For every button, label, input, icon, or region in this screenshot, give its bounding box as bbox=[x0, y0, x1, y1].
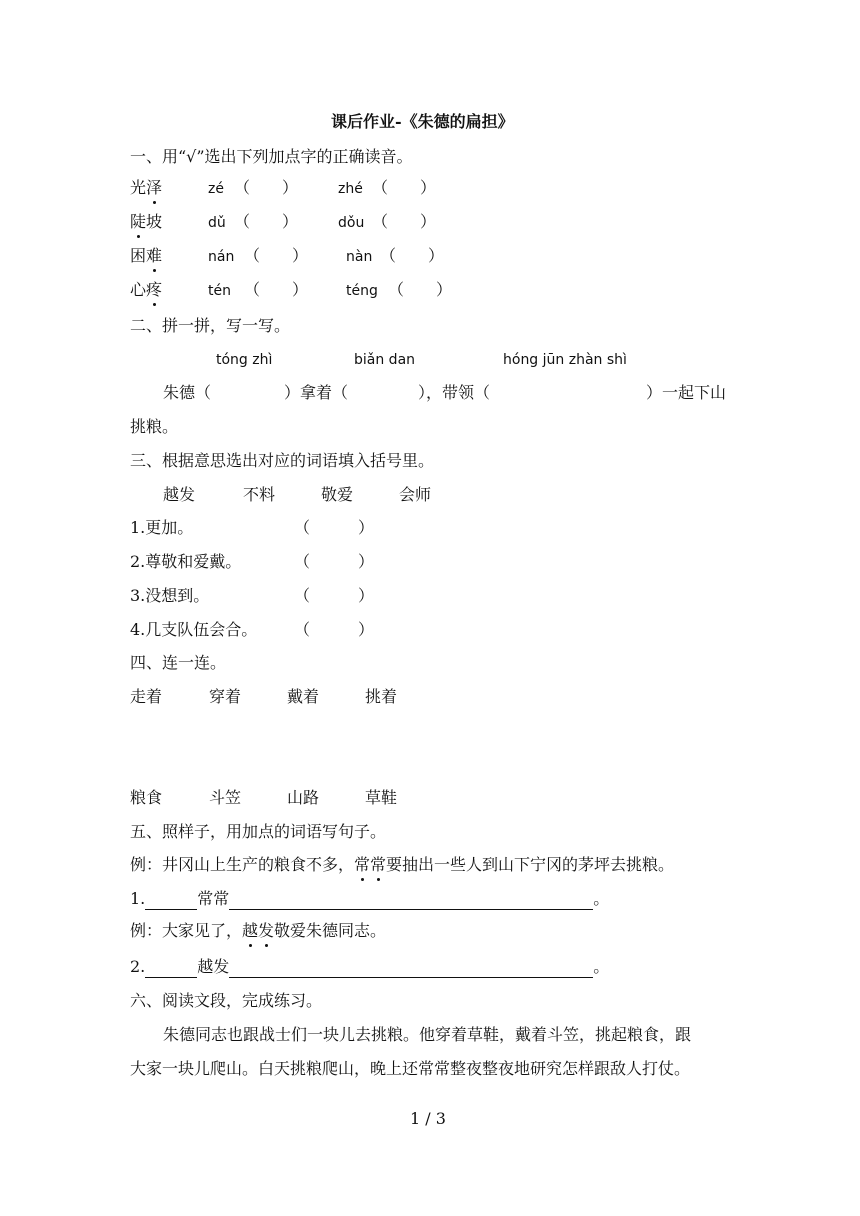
q2-blank-after[interactable] bbox=[229, 959, 593, 978]
example-2-dotted-word bbox=[242, 921, 274, 940]
page-title: 课后作业-《朱德的扁担》 bbox=[331, 112, 514, 131]
answer-paren-1[interactable]: （ ） bbox=[234, 212, 299, 231]
q1-end: 。 bbox=[593, 889, 610, 908]
definition-answer-paren-4[interactable]: （ ） bbox=[294, 620, 375, 639]
q1-word: 常常 bbox=[197, 889, 230, 908]
example-1-dotted-word bbox=[354, 855, 386, 874]
match-top-3: 戴着 bbox=[287, 687, 320, 706]
sentence-part-3: ），带领（ bbox=[418, 383, 491, 402]
plain-char: 心 bbox=[130, 280, 147, 299]
reading-word-1 bbox=[130, 177, 162, 199]
section2-heading: 二、拼一拼，写一写。 bbox=[130, 316, 291, 335]
dotted-char: 常 bbox=[370, 855, 387, 874]
match-bottom-4: 草鞋 bbox=[365, 788, 398, 807]
section4-heading: 四、连一连。 bbox=[130, 653, 227, 672]
example-2-pre: 例：大家见了， bbox=[130, 921, 243, 940]
pinyin-option-2: zhé bbox=[338, 181, 363, 197]
word-choice-4: 会师 bbox=[399, 485, 432, 504]
word-choice-2: 不料 bbox=[243, 485, 276, 504]
plain-char: 困 bbox=[130, 246, 147, 265]
definition-item-3: 3.没想到。 bbox=[130, 586, 210, 605]
plain-char: 光 bbox=[130, 178, 147, 197]
pinyin-option-1: nán bbox=[208, 249, 235, 265]
section1-heading: 一、用“√”选出下列加点字的正确读音。 bbox=[130, 147, 413, 166]
answer-paren-2[interactable]: （ ） bbox=[372, 212, 437, 231]
answer-paren-2[interactable]: （ ） bbox=[388, 280, 453, 299]
reading-word-2 bbox=[130, 211, 162, 233]
dotted-char: 陡 bbox=[130, 212, 147, 231]
dotted-char: 常 bbox=[354, 855, 371, 874]
answer-paren-2[interactable]: （ ） bbox=[372, 178, 437, 197]
pinyin-option-1: dǔ bbox=[208, 215, 226, 231]
match-top-2: 穿着 bbox=[209, 687, 242, 706]
example-1-post: 要抽出一些人到山下宁冈的茅坪去挑粮。 bbox=[386, 855, 675, 874]
reading-word-4 bbox=[130, 279, 162, 301]
sentence-part-1: 朱德（ bbox=[163, 383, 212, 402]
sentence-part-4: ）一起下山 bbox=[646, 383, 727, 402]
pinyin-2: biǎn dan bbox=[354, 352, 416, 368]
q2-end: 。 bbox=[593, 957, 610, 976]
pinyin-3: hóng jūn zhàn shì bbox=[503, 352, 627, 368]
sentence-part-5: 挑粮。 bbox=[130, 417, 179, 436]
match-top-4: 挑着 bbox=[365, 687, 398, 706]
page-number: 1 / 3 bbox=[410, 1109, 446, 1128]
word-choice-3: 敬爱 bbox=[321, 485, 354, 504]
dotted-char: 疼 bbox=[146, 280, 163, 299]
reading-line-2: 大家一块儿爬山。白天挑粮爬山，晚上还常常整夜整夜地研究怎样跟敌人打仗。 bbox=[130, 1059, 691, 1078]
section6-heading: 六、阅读文段，完成练习。 bbox=[130, 991, 323, 1010]
section5-heading: 五、照样子，用加点的词语写句子。 bbox=[130, 822, 387, 841]
pinyin-option-1: tén bbox=[208, 283, 231, 299]
pinyin-option-2: nàn bbox=[346, 249, 373, 265]
section3-heading: 三、根据意思选出对应的词语填入括号里。 bbox=[130, 451, 435, 470]
answer-paren-1[interactable]: （ ） bbox=[234, 178, 299, 197]
write-sentence-2 bbox=[130, 956, 609, 978]
pinyin-1: tóng zhì bbox=[216, 352, 273, 368]
definition-item-2: 2.尊敬和爱戴。 bbox=[130, 552, 242, 571]
plain-char: 坡 bbox=[146, 212, 163, 231]
q1-blank-before[interactable] bbox=[145, 891, 197, 910]
dotted-char: 难 bbox=[146, 246, 163, 265]
dotted-char: 泽 bbox=[146, 178, 163, 197]
match-bottom-1: 粮食 bbox=[130, 788, 163, 807]
definition-item-1: 1.更加。 bbox=[130, 518, 194, 537]
definition-answer-paren-3[interactable]: （ ） bbox=[294, 586, 375, 605]
match-top-1: 走着 bbox=[130, 687, 163, 706]
dotted-char: 发 bbox=[258, 921, 275, 940]
pinyin-option-2: dǒu bbox=[338, 215, 365, 231]
q2-word: 越发 bbox=[197, 957, 230, 976]
q2-number: 2. bbox=[130, 957, 146, 976]
word-choice-1: 越发 bbox=[163, 485, 196, 504]
definition-answer-paren-2[interactable]: （ ） bbox=[294, 552, 375, 571]
example-2-post: 敬爱朱德同志。 bbox=[274, 921, 387, 940]
definition-item-4: 4.几支队伍会合。 bbox=[130, 620, 258, 639]
example-1-pre: 例：井冈山上生产的粮食不多， bbox=[130, 855, 355, 874]
definition-answer-paren-1[interactable]: （ ） bbox=[294, 518, 375, 537]
match-bottom-2: 斗笠 bbox=[209, 788, 242, 807]
write-sentence-1 bbox=[130, 888, 609, 910]
sentence-part-2: ）拿着（ bbox=[284, 383, 349, 402]
dotted-char: 越 bbox=[242, 921, 259, 940]
answer-paren-1[interactable]: （ ） bbox=[244, 246, 309, 265]
answer-paren-1[interactable]: （ ） bbox=[244, 280, 309, 299]
reading-word-3 bbox=[130, 245, 162, 267]
q1-blank-after[interactable] bbox=[229, 891, 593, 910]
example-sentence-2 bbox=[130, 920, 386, 942]
pinyin-option-2: téng bbox=[346, 283, 378, 299]
pinyin-option-1: zé bbox=[208, 181, 224, 197]
reading-line-1: 朱德同志也跟战士们一块儿去挑粮。他穿着草鞋，戴着斗笠，挑起粮食，跟 bbox=[163, 1025, 692, 1044]
q2-blank-before[interactable] bbox=[145, 959, 197, 978]
answer-paren-2[interactable]: （ ） bbox=[380, 246, 445, 265]
example-sentence-1 bbox=[130, 854, 674, 876]
match-bottom-3: 山路 bbox=[287, 788, 320, 807]
q1-number: 1. bbox=[130, 889, 146, 908]
